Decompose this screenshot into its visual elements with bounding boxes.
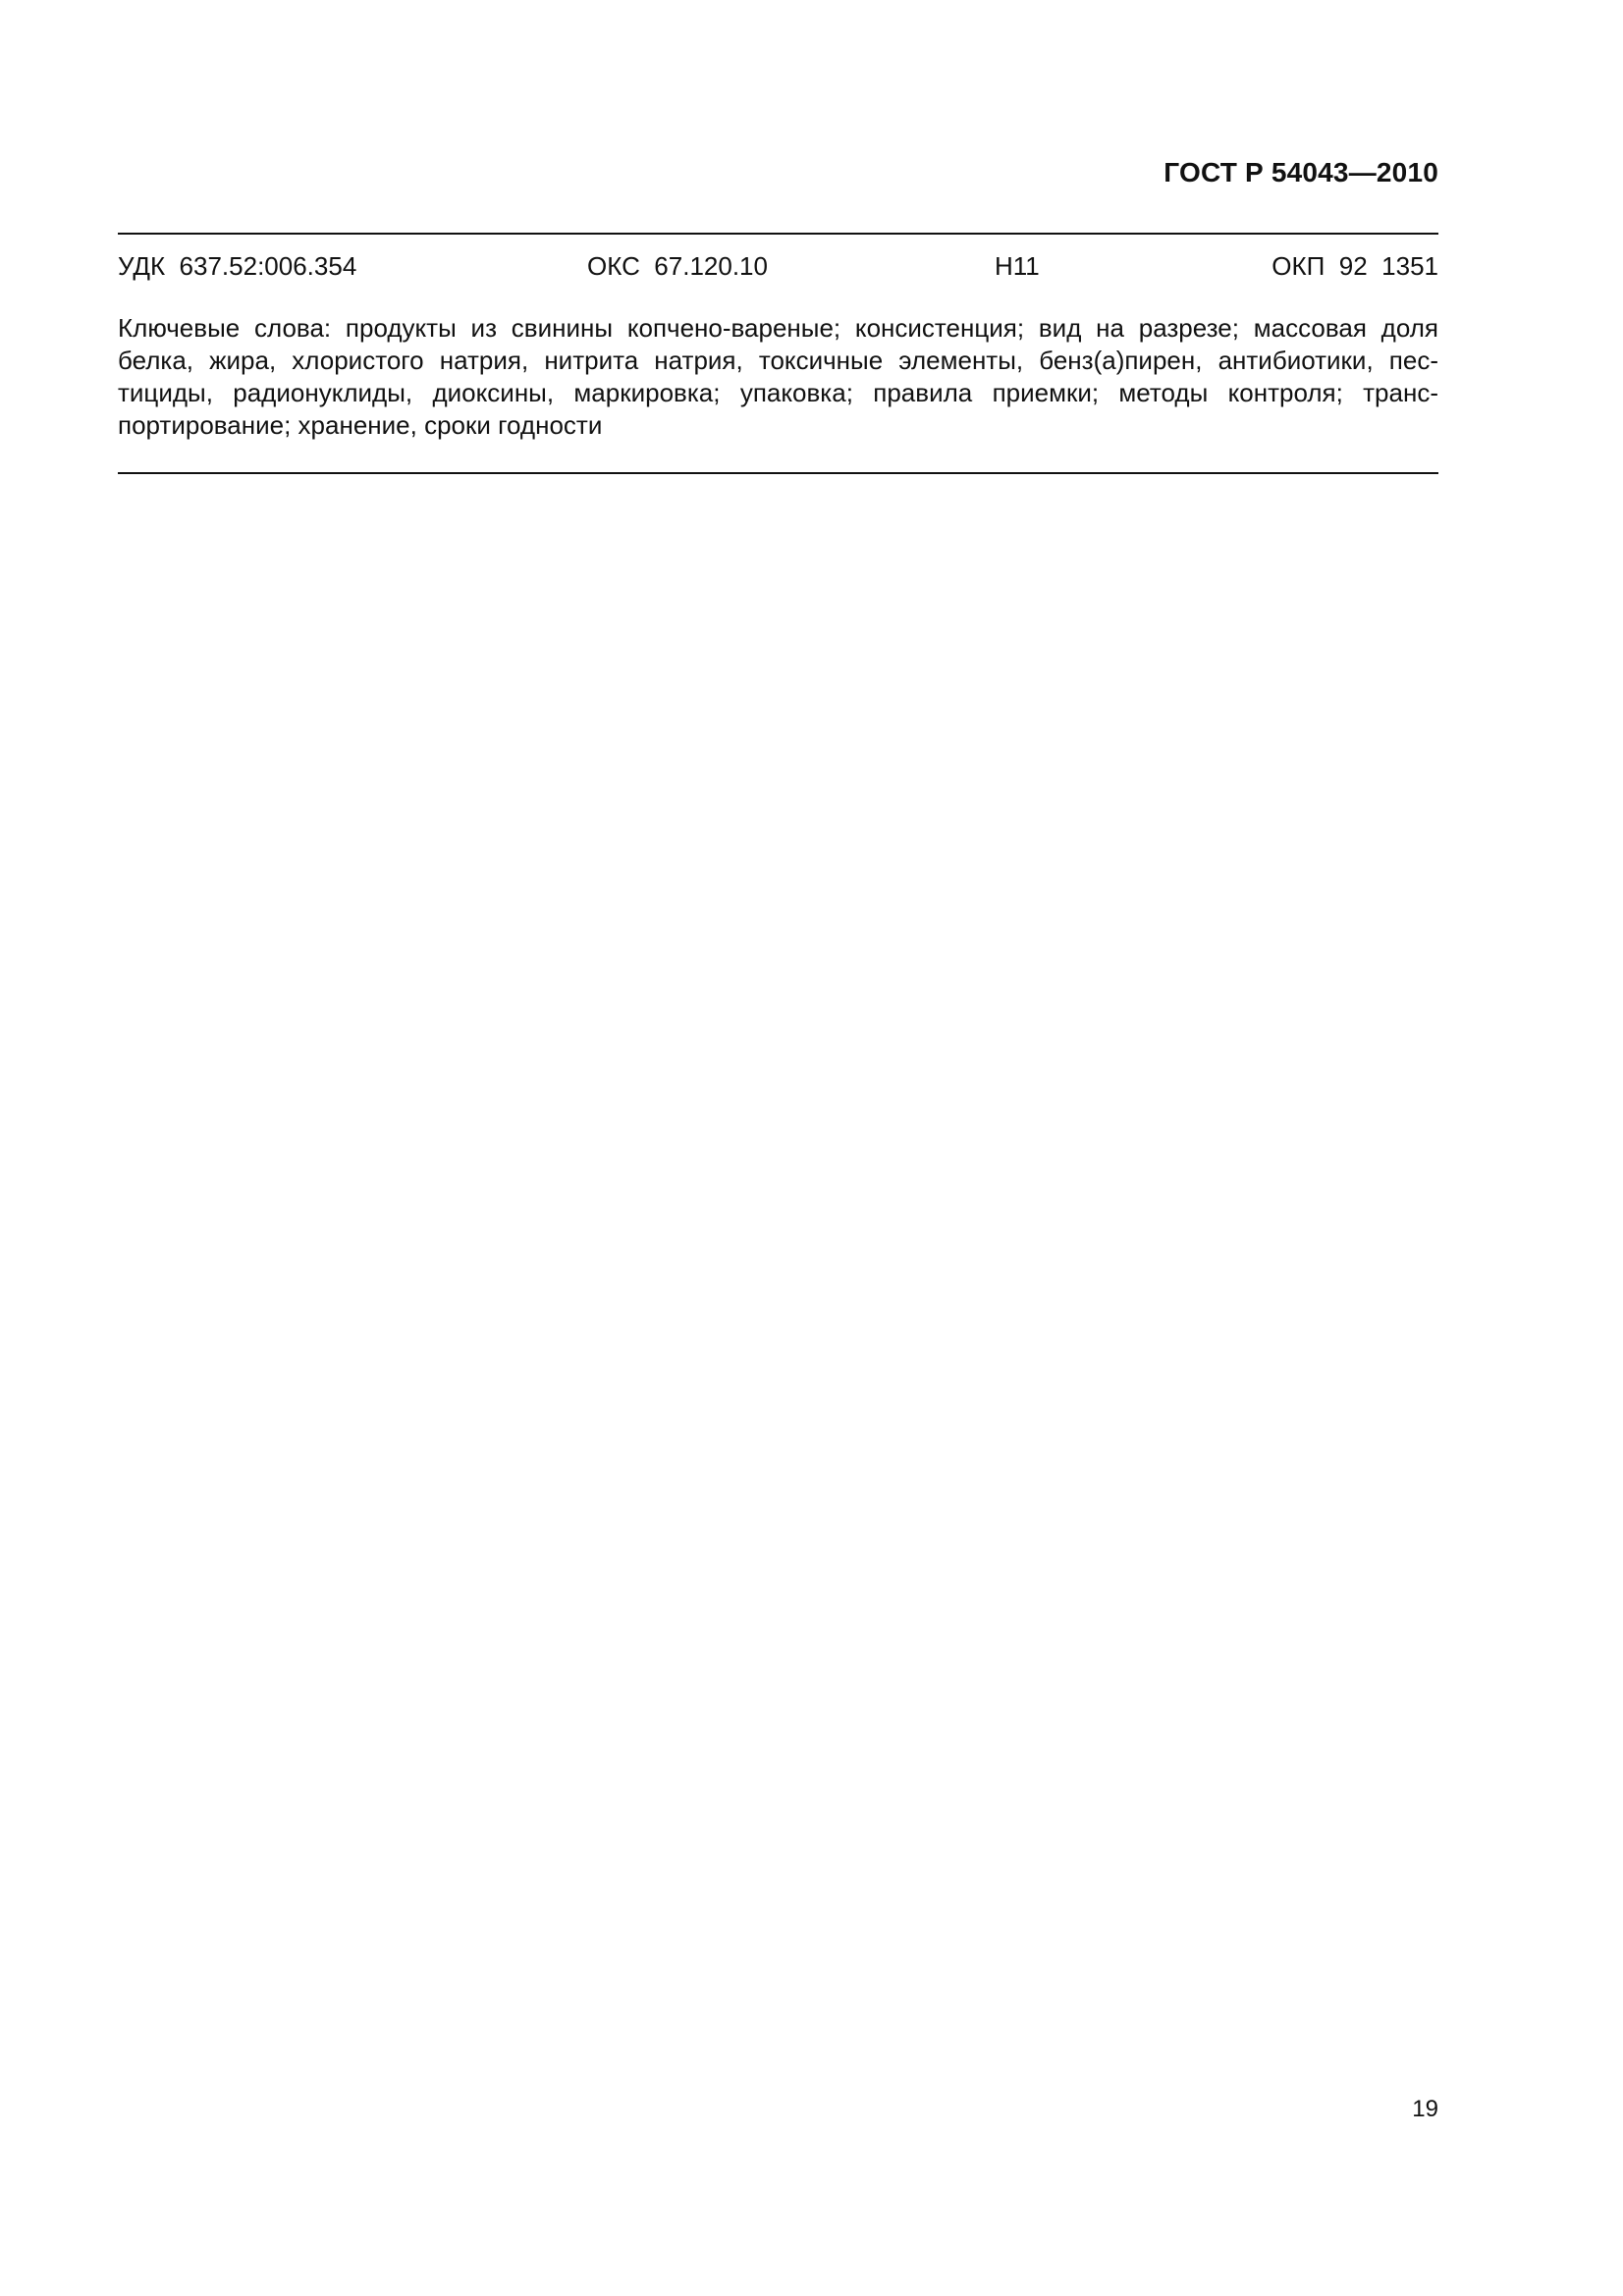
keywords-line: белка, жира, хлористого натрия, нитрита натрия, токсичные элементы, бенз(а)пирен, антибиотики, пес-: [118, 346, 1438, 375]
okp-code: ОКП 92 1351: [1271, 251, 1438, 281]
top-divider: [118, 233, 1438, 235]
classification-row: [118, 251, 1438, 287]
udk-code: УДК 637.52:006.354: [118, 251, 357, 281]
keywords-line: портирование; хранение, сроки годности: [118, 410, 603, 440]
keywords-line: Ключевые слова: продукты из свинины копчено-вареные; консистенция; вид на разрезе; массовая доля: [118, 313, 1438, 343]
keywords-line: тициды, радионуклиды, диоксины, маркировка; упаковка; правила приемки; методы контроля; транс-: [118, 378, 1438, 407]
bottom-divider: [118, 472, 1438, 474]
document-code: ГОСТ Р 54043—2010: [1163, 157, 1438, 187]
page-number: 19: [1412, 2096, 1438, 2122]
group-code: Н11: [995, 251, 1040, 281]
keywords-paragraph: [118, 312, 1438, 442]
oks-code: ОКС 67.120.10: [587, 251, 768, 281]
